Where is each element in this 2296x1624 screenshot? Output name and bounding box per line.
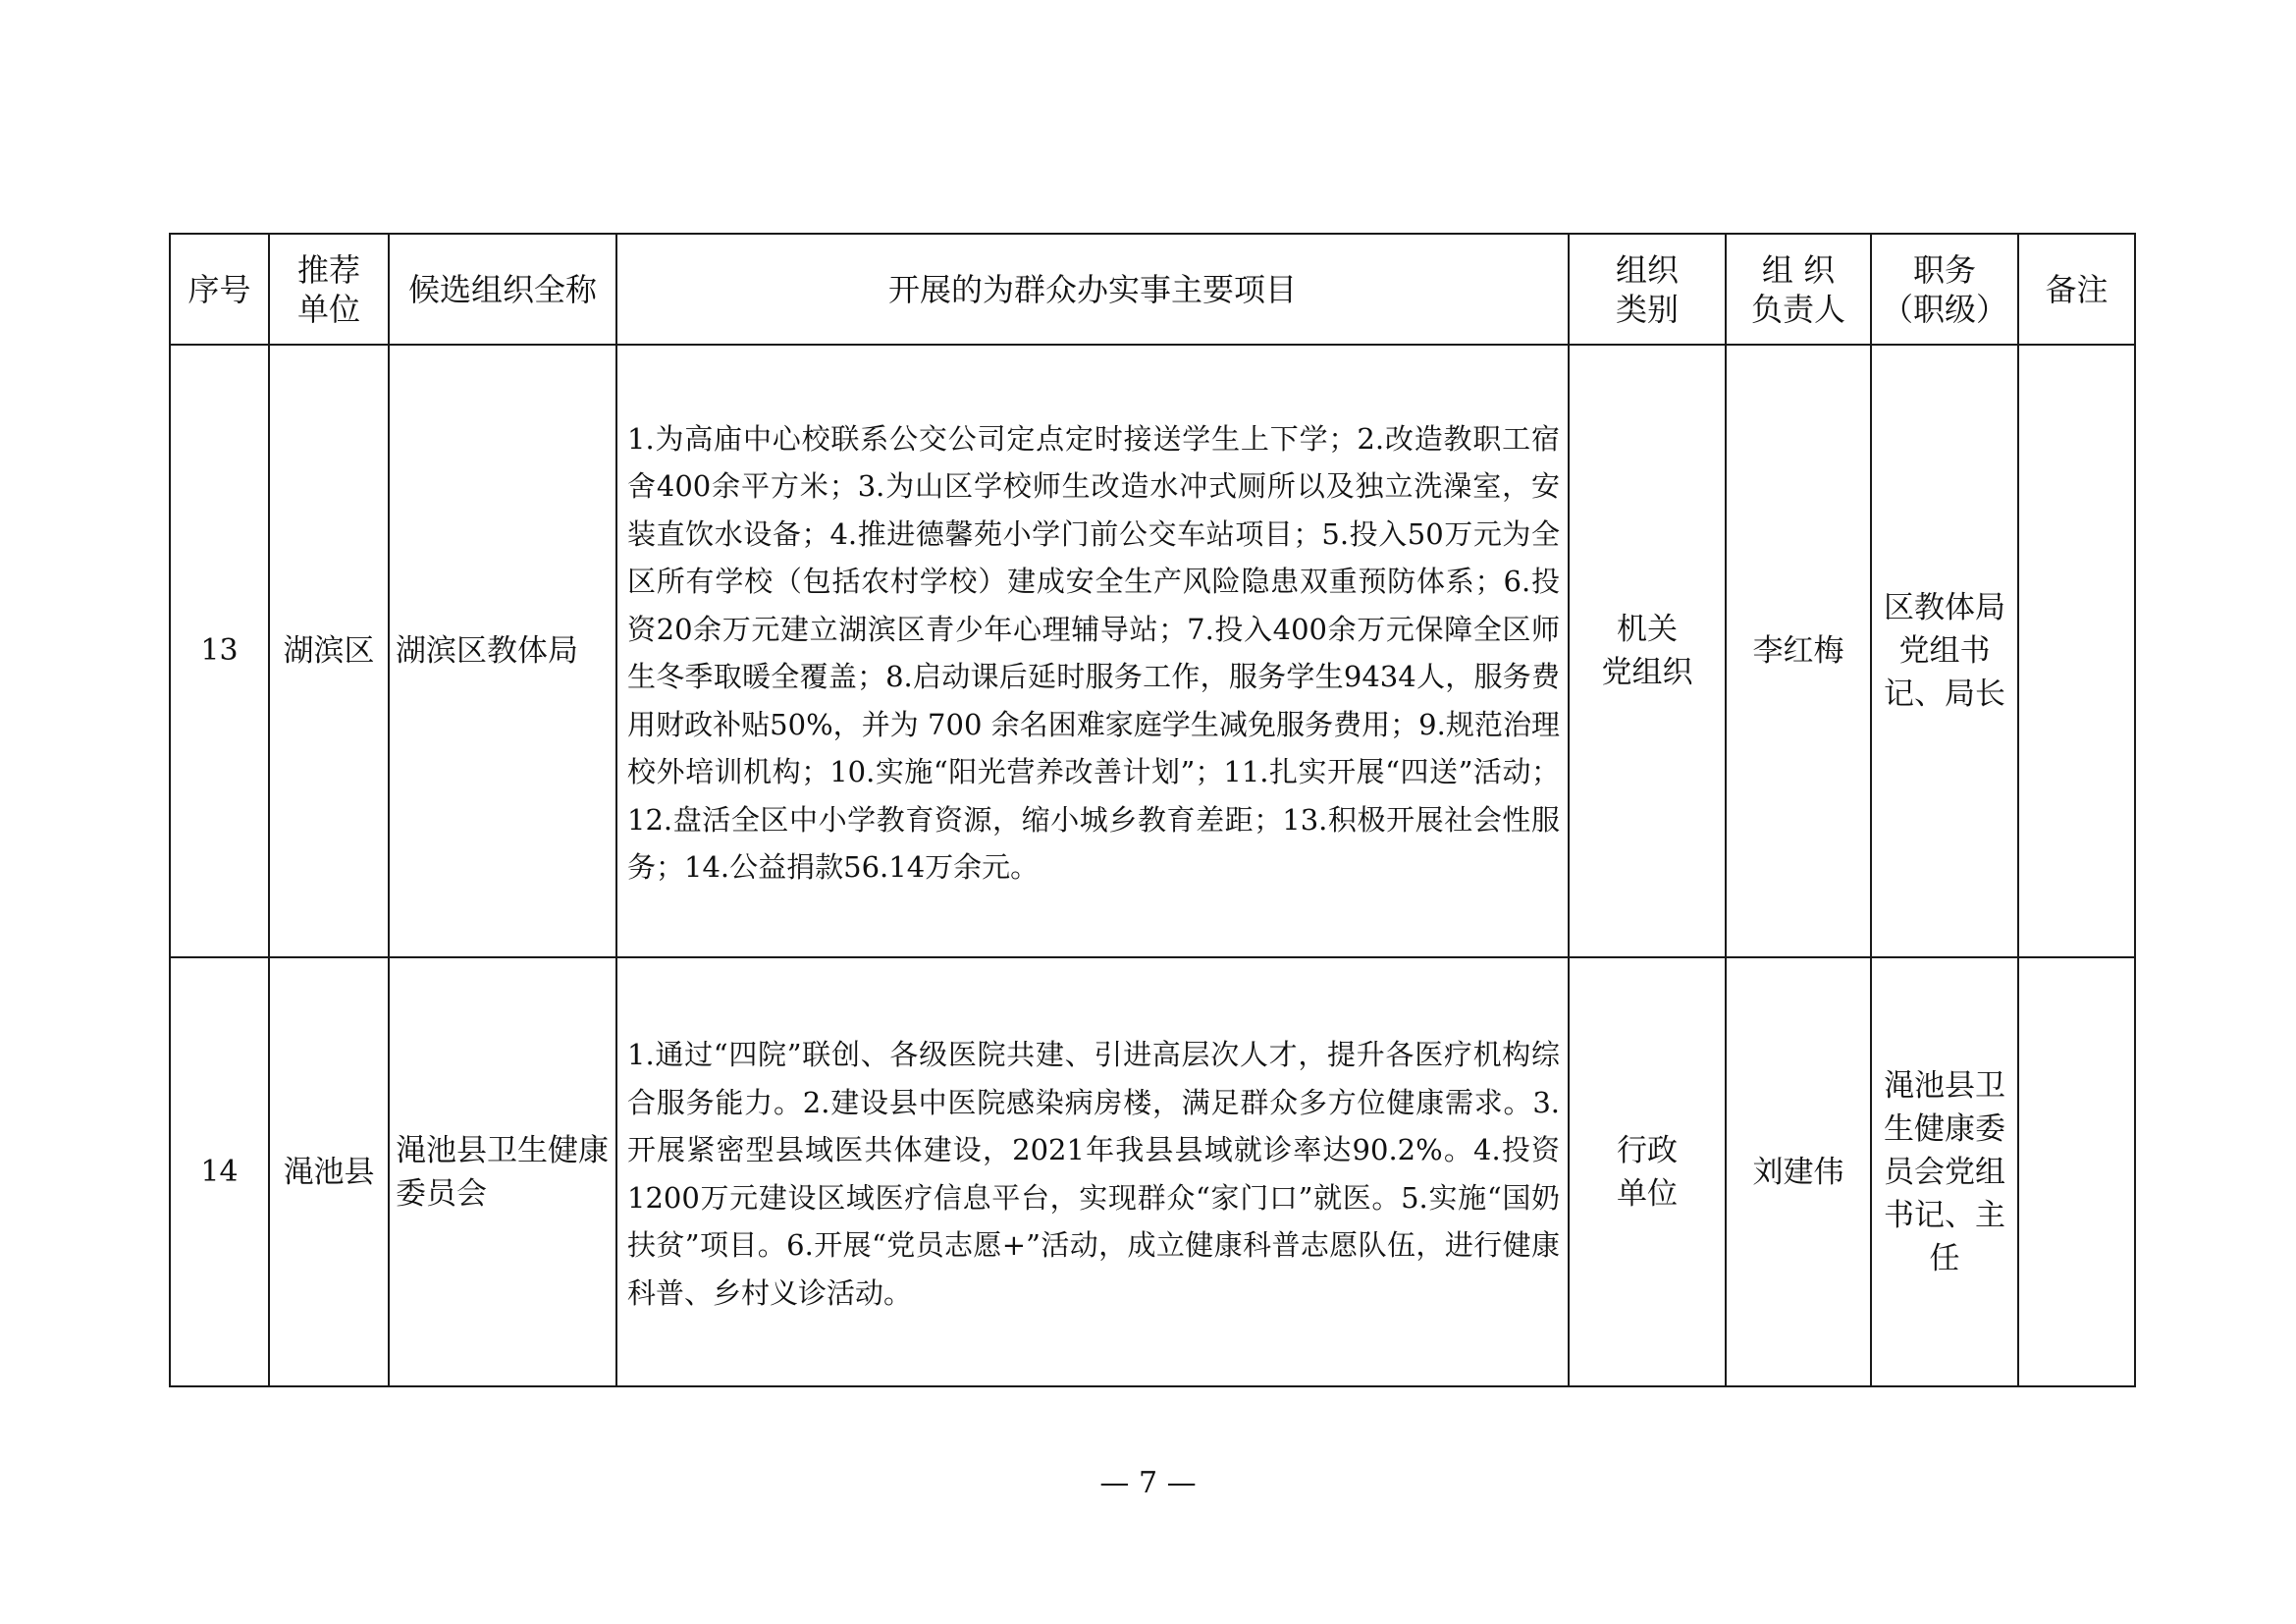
header-remarks: 备注: [2018, 234, 2135, 345]
category-line1: 行政: [1617, 1132, 1678, 1168]
header-position-line1: 职务: [1912, 250, 1976, 289]
candidate-organizations-table-wrap: [169, 233, 2134, 1387]
row-recommending-unit: 渑池县: [269, 957, 389, 1386]
row-seq: 13: [170, 345, 269, 957]
row-organization-leader: 刘建伟: [1726, 957, 1871, 1386]
header-seq: 序号: [170, 234, 269, 345]
category-line2: 单位: [1617, 1175, 1678, 1212]
position-line1: 区教体局: [1884, 590, 2005, 625]
table-row: [170, 345, 2135, 957]
row-organization-name: 渑池县卫生健康委员会: [389, 957, 616, 1386]
header-organization-name: 候选组织全称: [389, 234, 616, 345]
row-remarks: [2018, 345, 2135, 957]
position-line3: 记、局长: [1884, 677, 2005, 712]
row-seq: 14: [170, 957, 269, 1386]
row-recommending-unit: 湖滨区: [269, 345, 389, 957]
header-recommending-unit: [269, 234, 389, 345]
row-organization-category: [1569, 345, 1726, 957]
table-header-row: [170, 234, 2135, 345]
table-row: [170, 957, 2135, 1386]
row-organization-name: 湖滨区教体局: [389, 345, 616, 957]
row-position: [1871, 957, 2018, 1386]
header-position: [1871, 234, 2018, 345]
candidate-organizations-table: [169, 233, 2136, 1387]
header-position-line2: （职级）: [1881, 290, 2007, 328]
page-number: — 7 —: [1099, 1466, 1197, 1500]
category-line2: 党组织: [1601, 655, 1693, 690]
category-line1: 机关: [1617, 612, 1678, 647]
row-main-projects: 1.为高庙中心校联系公交公司定点定时接送学生上下学；2.改造教职工宿舍400余平方米；3.为山区学校师生改造水冲式厕所以及独立洗澡室，安装直饮水设备；4.推进德馨苑小学门前公交车站项目；5.投入50万元为全区所有学校（包括农村学校）建成安全生产风险隐患双重预防体系；6.投资20余万元建立湖滨区青少年心理辅导站；7.投入400余万元保障全区师生冬季取暖全覆盖；8.启动课后延时服务工作，服务学生9434人，服务费用财政补贴50%，并为 700 余名困难家庭学生减免服务费用；9.规范治理校外培训机构；10.实施“阳光营养改善计划”；11.扎实开展“四送”活动；12.盘活全区中小学教育资源，缩小城乡教育差距；13.积极开展社会性服务；14.公益捐款56.14万余元。: [616, 345, 1569, 957]
row-remarks: [2018, 957, 2135, 1386]
position-line2: 党组书: [1898, 633, 1991, 669]
header-category-line1: 组织: [1615, 250, 1679, 289]
row-position: [1871, 345, 2018, 957]
header-unit-line2: 单位: [296, 290, 360, 328]
header-organization-category: [1569, 234, 1726, 345]
position-line1: 渑池县卫: [1884, 1067, 2005, 1104]
row-organization-category: [1569, 957, 1726, 1386]
header-main-projects: 开展的为群众办实事主要项目: [616, 234, 1569, 345]
header-organization-leader: [1726, 234, 1871, 345]
row-organization-leader: 李红梅: [1726, 345, 1871, 957]
position-line2: 生健康委: [1884, 1110, 2005, 1147]
position-line4: 书记、主: [1884, 1197, 2005, 1233]
header-unit-line1: 推荐: [296, 250, 360, 289]
position-line3: 员会党组: [1884, 1154, 2005, 1190]
position-line5: 任: [1929, 1240, 1960, 1276]
header-leader-line1: 组 织: [1761, 250, 1836, 289]
row-main-projects: 1.通过“四院”联创、各级医院共建、引进高层次人才，提升各医疗机构综合服务能力。2.建设县中医院感染病房楼，满足群众多方位健康需求。3.开展紧密型县域医共体建设，2021年我县县域就诊率达90.2%。4.投资1200万元建设区域医疗信息平台，实现群众“家门口”就医。5.实施“国奶扶贫”项目。6.开展“党员志愿+”活动，成立健康科普志愿队伍，进行健康科普、乡村义诊活动。: [616, 957, 1569, 1386]
header-category-line2: 类别: [1615, 290, 1679, 328]
header-leader-line2: 负责人: [1750, 290, 1845, 328]
